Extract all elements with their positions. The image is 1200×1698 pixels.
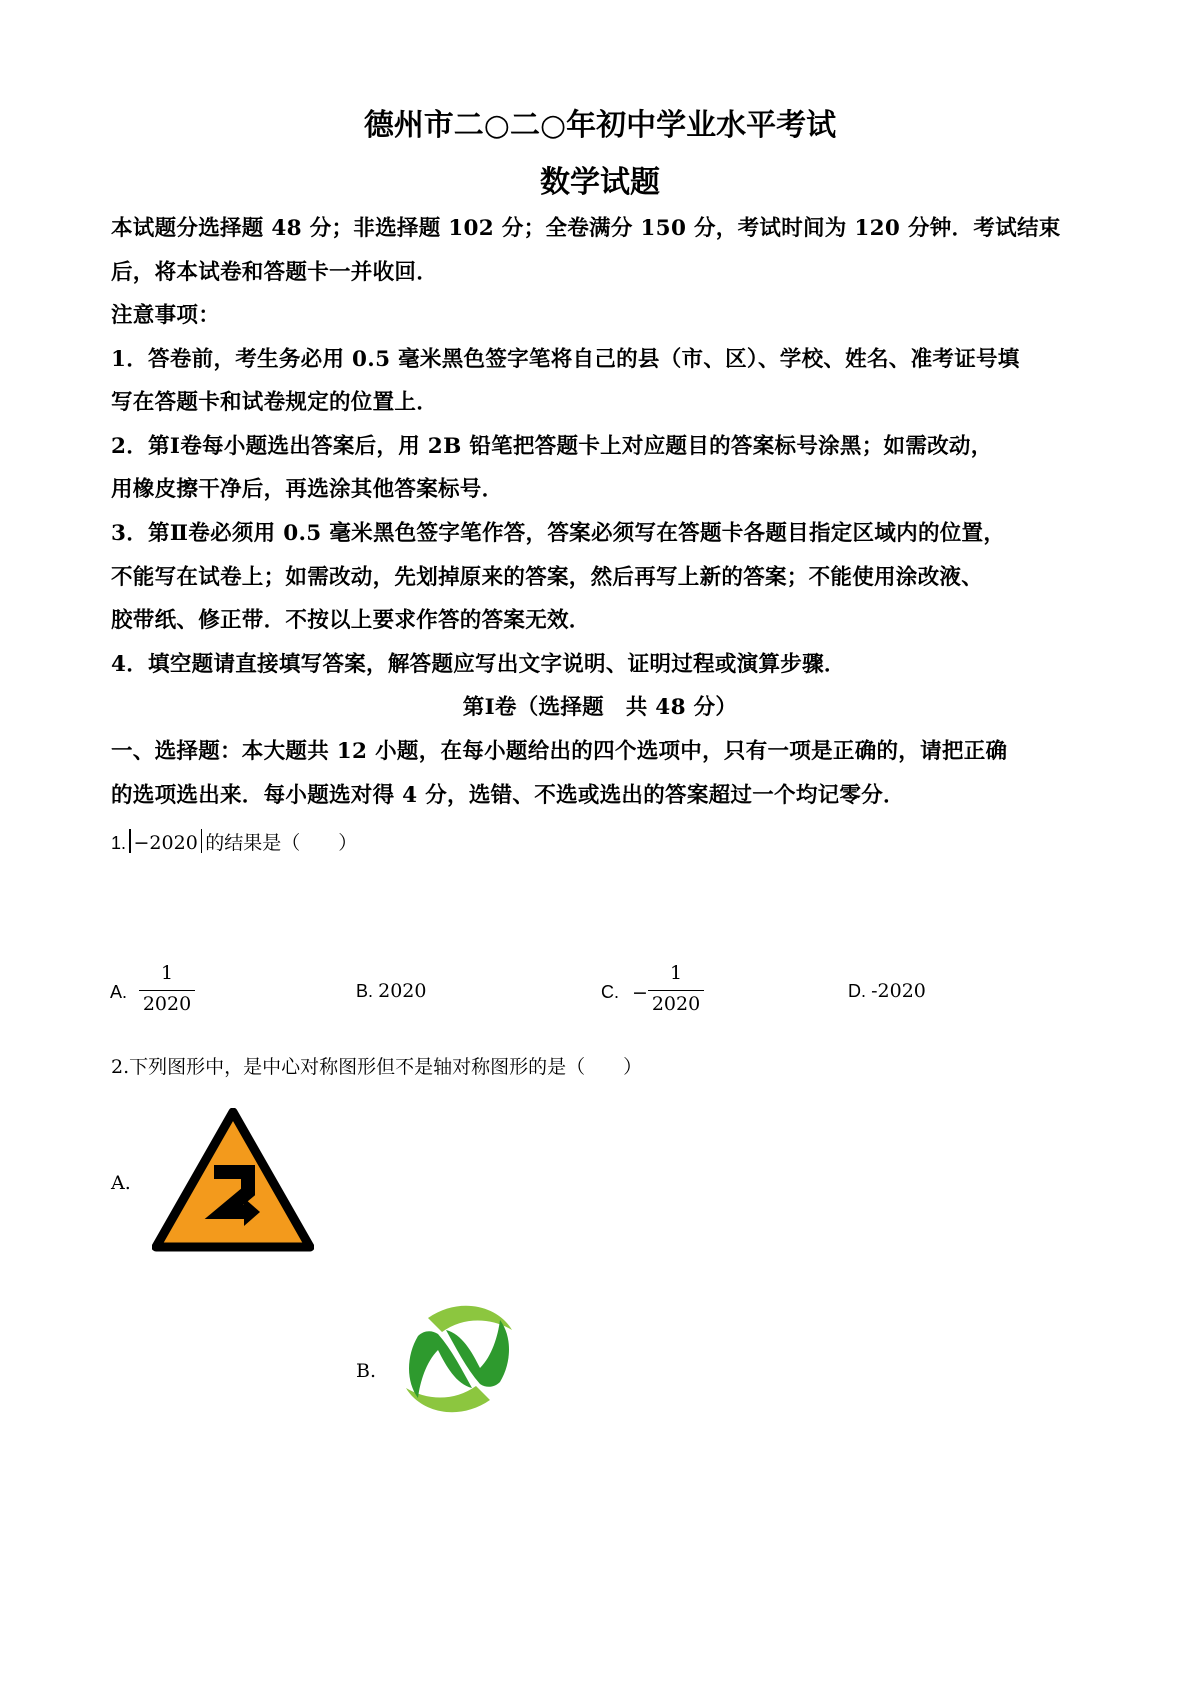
q1-option-c-sign: − bbox=[632, 982, 648, 1004]
q1-option-a-label: A. bbox=[110, 982, 128, 1002]
note-2-line-1: 2．第Ⅰ卷每小题选出答案后，用 2B 铅笔把答题卡上对应题目的答案标号涂黑；如需改动， bbox=[111, 434, 993, 459]
q1-option-d-label: D. bbox=[848, 981, 866, 1001]
abs-bar-left bbox=[129, 829, 131, 853]
notes-heading: 注意事项： bbox=[111, 303, 221, 328]
exam-title: 德州市二○二○年初中学业水平考试 bbox=[363, 108, 837, 143]
question-1-suffix: 的结果是（ ） bbox=[205, 832, 358, 854]
note-1-line-2: 写在答题卡和试卷规定的位置上． bbox=[111, 390, 439, 415]
q2-option-a-label: A. bbox=[111, 1172, 131, 1194]
section-1-heading: 第Ⅰ卷（选择题 共 48 分） bbox=[462, 695, 738, 720]
q1-option-b bbox=[356, 980, 426, 1002]
question-1-stem bbox=[111, 828, 357, 855]
winding-road-sign-icon bbox=[152, 1108, 314, 1253]
q1-option-c-label: C. bbox=[601, 982, 619, 1002]
q1-option-a-fraction bbox=[139, 962, 195, 1015]
section-1-instruction-line-2: 的选项选出来．每小题选对得 4 分，选错、不选或选出的答案超过一个均记零分． bbox=[111, 783, 905, 808]
q1-option-b-value: 2020 bbox=[378, 980, 427, 1002]
question-1-number: 1. bbox=[111, 833, 127, 853]
note-2-line-2: 用橡皮擦干净后，再选涂其他答案标号． bbox=[111, 477, 504, 502]
note-3-line-1: 3．第Ⅱ卷必须用 0.5 毫米黑色签字笔作答，答案必须写在答题卡各题目指定区域内的位置， bbox=[111, 521, 1006, 546]
green-swirl-logo-icon bbox=[398, 1298, 520, 1420]
q1-option-d bbox=[848, 980, 926, 1002]
q1-option-b-label: B. bbox=[356, 981, 374, 1001]
intro-line-2: 后，将本试卷和答题卡一并收回． bbox=[111, 260, 439, 285]
note-3-line-2: 不能写在试卷上；如需改动，先划掉原来的答案，然后再写上新的答案；不能使用涂改液、 bbox=[111, 565, 984, 590]
abs-bar-right bbox=[201, 829, 203, 853]
q1-option-c-numerator: 1 bbox=[669, 962, 683, 984]
q1-option-a-denominator: 2020 bbox=[142, 993, 192, 1015]
exam-subtitle: 数学试题 bbox=[540, 165, 660, 200]
question-1-expression: −2020 bbox=[133, 832, 198, 854]
q2-option-b-label: B. bbox=[356, 1360, 377, 1382]
q1-option-c-denominator: 2020 bbox=[651, 993, 701, 1015]
note-1-line-1: 1．答卷前，考生务必用 0.5 毫米黑色签字笔将自己的县（市、区）、学校、姓名、准考证号填 bbox=[111, 347, 1020, 372]
q1-option-c-fraction bbox=[648, 962, 704, 1015]
fraction-bar bbox=[648, 990, 704, 991]
note-4: 4．填空题请直接填写答案，解答题应写出文字说明、证明过程或演算步骤． bbox=[111, 652, 846, 677]
section-1-instruction-line-1: 一、选择题：本大题共 12 小题，在每小题给出的四个选项中，只有一项是正确的，请把正确 bbox=[111, 739, 1008, 764]
intro-line-1: 本试题分选择题 48 分；非选择题 102 分；全卷满分 150 分，考试时间为 120 分钟．考试结束 bbox=[111, 216, 1061, 241]
question-2-stem: 2.下列图形中，是中心对称图形但不是轴对称图形的是（ ） bbox=[111, 1056, 643, 1078]
note-3-line-3: 胶带纸、修正带．不按以上要求作答的答案无效． bbox=[111, 608, 591, 633]
q1-option-a-numerator: 1 bbox=[160, 962, 174, 984]
fraction-bar bbox=[139, 990, 195, 991]
q1-option-d-value: -2020 bbox=[871, 980, 926, 1002]
